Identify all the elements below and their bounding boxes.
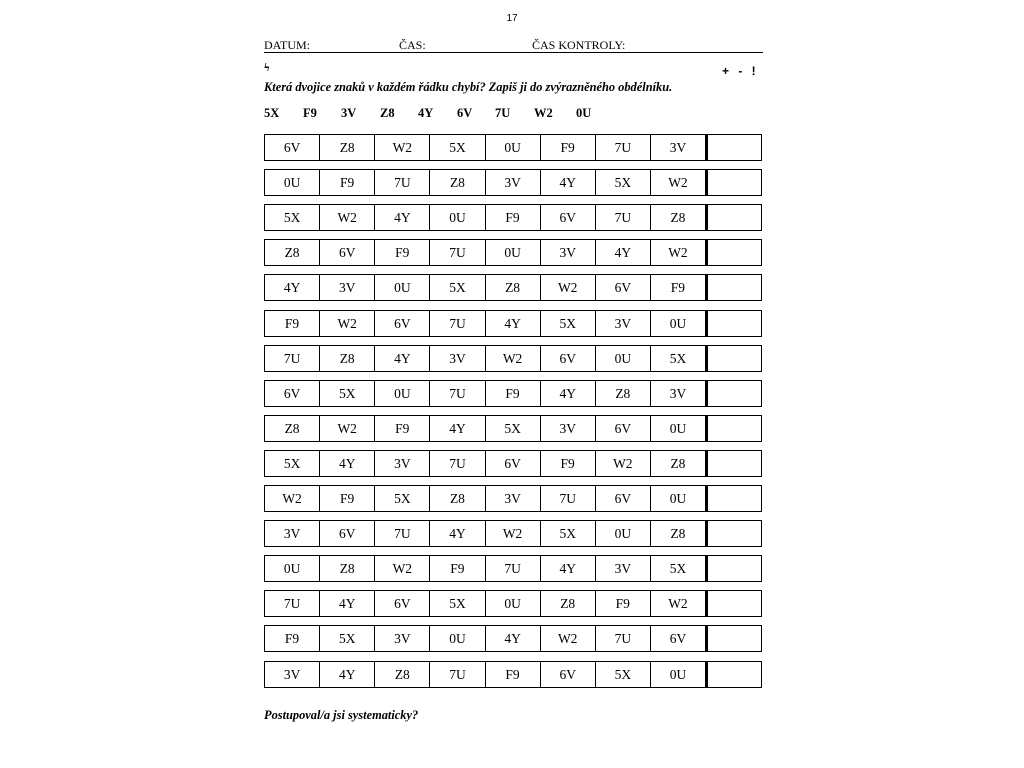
page-number: 17	[506, 13, 518, 24]
table-cell: 5X	[320, 626, 375, 651]
table-cell: F9	[375, 240, 430, 265]
table-cell: Z8	[596, 381, 651, 406]
table-cell: 4Y	[375, 205, 430, 230]
answer-box[interactable]	[707, 590, 762, 617]
table-cell: 7U	[375, 170, 430, 195]
answer-box[interactable]	[707, 450, 762, 477]
table-cell: 0U	[651, 311, 706, 336]
pair-item: F9	[303, 106, 317, 120]
table-cell: W2	[651, 240, 706, 265]
table-cell: 6V	[596, 275, 651, 300]
table-cell: 0U	[375, 275, 430, 300]
table-cell: 0U	[486, 240, 541, 265]
answer-box[interactable]	[707, 169, 762, 196]
table-row	[264, 310, 707, 337]
table-cell: 3V	[486, 486, 541, 511]
table-cell: 5X	[265, 451, 320, 476]
table-cell: 3V	[651, 135, 706, 160]
table-cell: 4Y	[486, 311, 541, 336]
table-cell: 0U	[430, 205, 485, 230]
table-row	[264, 555, 707, 582]
table-cell: Z8	[651, 205, 706, 230]
table-cell: 5X	[486, 416, 541, 441]
table-cell: 0U	[486, 135, 541, 160]
table-cell: 7U	[265, 591, 320, 616]
table-cell: 7U	[375, 521, 430, 546]
table-cell: 5X	[651, 556, 706, 581]
table-cell: F9	[486, 662, 541, 687]
table-cell: 6V	[265, 381, 320, 406]
answer-box[interactable]	[707, 415, 762, 442]
header-fields	[264, 38, 763, 53]
table-cell: 4Y	[430, 416, 485, 441]
table-cell: 0U	[651, 416, 706, 441]
pair-item: 0U	[576, 106, 592, 120]
table-cell: 5X	[375, 486, 430, 511]
table-row	[264, 380, 707, 407]
table-row	[264, 450, 707, 477]
table-cell: Z8	[375, 662, 430, 687]
table-cell: F9	[430, 556, 485, 581]
table-cell: 6V	[320, 240, 375, 265]
table-cell: Z8	[265, 240, 320, 265]
table-cell: W2	[320, 416, 375, 441]
table-cell: 6V	[651, 626, 706, 651]
table-cell: 3V	[430, 346, 485, 371]
table-cell: W2	[596, 451, 651, 476]
table-cell: 3V	[541, 416, 596, 441]
table-cell: 6V	[265, 135, 320, 160]
table-cell: 6V	[320, 521, 375, 546]
table-cell: 5X	[651, 346, 706, 371]
table-cell: F9	[265, 626, 320, 651]
table-cell: F9	[320, 170, 375, 195]
answer-box[interactable]	[707, 204, 762, 231]
lightning-icon: ϟ	[264, 60, 270, 74]
answer-box[interactable]	[707, 274, 762, 301]
table-cell: 3V	[320, 275, 375, 300]
table-row	[264, 169, 707, 196]
table-cell: 3V	[651, 381, 706, 406]
table-cell: 4Y	[541, 556, 596, 581]
table-cell: 6V	[541, 346, 596, 371]
table-cell: 4Y	[375, 346, 430, 371]
table-cell: 3V	[541, 240, 596, 265]
table-cell: 0U	[651, 486, 706, 511]
table-cell: Z8	[651, 451, 706, 476]
table-cell: F9	[486, 205, 541, 230]
table-cell: 6V	[541, 205, 596, 230]
table-cell: W2	[375, 135, 430, 160]
table-cell: F9	[320, 486, 375, 511]
answer-box[interactable]	[707, 134, 762, 161]
table-cell: W2	[320, 311, 375, 336]
pair-item: W2	[534, 106, 553, 120]
table-row	[264, 345, 707, 372]
table-cell: 6V	[596, 486, 651, 511]
table-cell: 5X	[596, 170, 651, 195]
table-cell: F9	[651, 275, 706, 300]
table-cell: 7U	[486, 556, 541, 581]
answer-box[interactable]	[707, 661, 762, 688]
table-cell: 4Y	[430, 521, 485, 546]
table-cell: 4Y	[486, 626, 541, 651]
table-cell: W2	[375, 556, 430, 581]
answer-box[interactable]	[707, 239, 762, 266]
answer-box[interactable]	[707, 310, 762, 337]
table-cell: F9	[375, 416, 430, 441]
table-cell: 6V	[375, 311, 430, 336]
table-cell: 0U	[375, 381, 430, 406]
table-row	[264, 485, 707, 512]
table-cell: 7U	[430, 240, 485, 265]
table-cell: Z8	[265, 416, 320, 441]
table-cell: 5X	[596, 662, 651, 687]
table-cell: 0U	[265, 170, 320, 195]
table-cell: 3V	[375, 451, 430, 476]
table-row	[264, 625, 707, 652]
table-row	[264, 415, 707, 442]
answer-box[interactable]	[707, 485, 762, 512]
table-cell: 0U	[596, 521, 651, 546]
date-label: DATUM:	[264, 38, 311, 52]
evaluation-marks: + - !	[722, 64, 756, 78]
table-cell: F9	[486, 381, 541, 406]
table-cell: Z8	[430, 170, 485, 195]
table-cell: 4Y	[320, 662, 375, 687]
pair-item: Z8	[380, 106, 395, 120]
table-cell: W2	[486, 521, 541, 546]
table-cell: 4Y	[320, 591, 375, 616]
table-cell: 5X	[430, 591, 485, 616]
pair-item: 7U	[495, 106, 511, 120]
table-cell: F9	[596, 591, 651, 616]
answer-box[interactable]	[707, 520, 762, 547]
pair-item: 4Y	[418, 106, 434, 120]
table-cell: 7U	[430, 381, 485, 406]
table-cell: Z8	[320, 346, 375, 371]
table-cell: Z8	[320, 556, 375, 581]
table-cell: F9	[541, 451, 596, 476]
table-cell: 3V	[596, 311, 651, 336]
table-cell: W2	[486, 346, 541, 371]
table-cell: 5X	[265, 205, 320, 230]
table-cell: 7U	[596, 626, 651, 651]
check-time-label: ČAS KONTROLY:	[532, 38, 626, 52]
table-cell: 7U	[265, 346, 320, 371]
table-cell: 5X	[430, 135, 485, 160]
table-row	[264, 661, 707, 688]
table-cell: 0U	[596, 346, 651, 371]
table-cell: 3V	[596, 556, 651, 581]
table-cell: 5X	[430, 275, 485, 300]
pair-item: 3V	[341, 106, 357, 120]
pair-item: 5X	[264, 106, 280, 120]
table-cell: 5X	[541, 521, 596, 546]
answer-box[interactable]	[707, 555, 762, 582]
answer-box[interactable]	[707, 345, 762, 372]
answer-box[interactable]	[707, 380, 762, 407]
table-cell: 0U	[486, 591, 541, 616]
table-cell: 5X	[320, 381, 375, 406]
table-cell: 3V	[375, 626, 430, 651]
table-cell: 6V	[541, 662, 596, 687]
table-row	[264, 520, 707, 547]
table-cell: 6V	[375, 591, 430, 616]
table-cell: 0U	[265, 556, 320, 581]
table-cell: 0U	[651, 662, 706, 687]
table-cell: F9	[265, 311, 320, 336]
table-cell: W2	[651, 591, 706, 616]
table-cell: Z8	[651, 521, 706, 546]
table-cell: 3V	[265, 521, 320, 546]
table-row	[264, 204, 707, 231]
footer-question: Postupoval/a jsi systematicky?	[264, 708, 419, 722]
table-cell: W2	[651, 170, 706, 195]
pair-item: 6V	[457, 106, 473, 120]
table-cell: W2	[265, 486, 320, 511]
time-label: ČAS:	[399, 38, 426, 52]
table-row	[264, 239, 707, 266]
table-row	[264, 134, 707, 161]
table-cell: 4Y	[265, 275, 320, 300]
table-cell: W2	[320, 205, 375, 230]
table-cell: 3V	[265, 662, 320, 687]
table-cell: 3V	[486, 170, 541, 195]
table-row	[264, 274, 707, 301]
table-cell: 6V	[486, 451, 541, 476]
table-cell: Z8	[486, 275, 541, 300]
answer-box[interactable]	[707, 625, 762, 652]
table-cell: 7U	[430, 662, 485, 687]
instruction-text: Která dvojice znaků v každém řádku chybí? Zapiš ji do zvýrazněného obdélníku.	[264, 80, 673, 94]
table-cell: 7U	[541, 486, 596, 511]
table-cell: 7U	[596, 205, 651, 230]
table-cell: W2	[541, 275, 596, 300]
table-cell: 7U	[430, 451, 485, 476]
table-cell: 4Y	[320, 451, 375, 476]
table-cell: 0U	[430, 626, 485, 651]
table-cell: W2	[541, 626, 596, 651]
table-cell: 7U	[596, 135, 651, 160]
table-row	[264, 590, 707, 617]
table-cell: 5X	[541, 311, 596, 336]
table-cell: Z8	[430, 486, 485, 511]
table-cell: 4Y	[541, 381, 596, 406]
table-cell: 4Y	[541, 170, 596, 195]
table-cell: Z8	[320, 135, 375, 160]
table-cell: Z8	[541, 591, 596, 616]
table-cell: 6V	[596, 416, 651, 441]
table-cell: 7U	[430, 311, 485, 336]
table-cell: F9	[541, 135, 596, 160]
table-cell: 4Y	[596, 240, 651, 265]
